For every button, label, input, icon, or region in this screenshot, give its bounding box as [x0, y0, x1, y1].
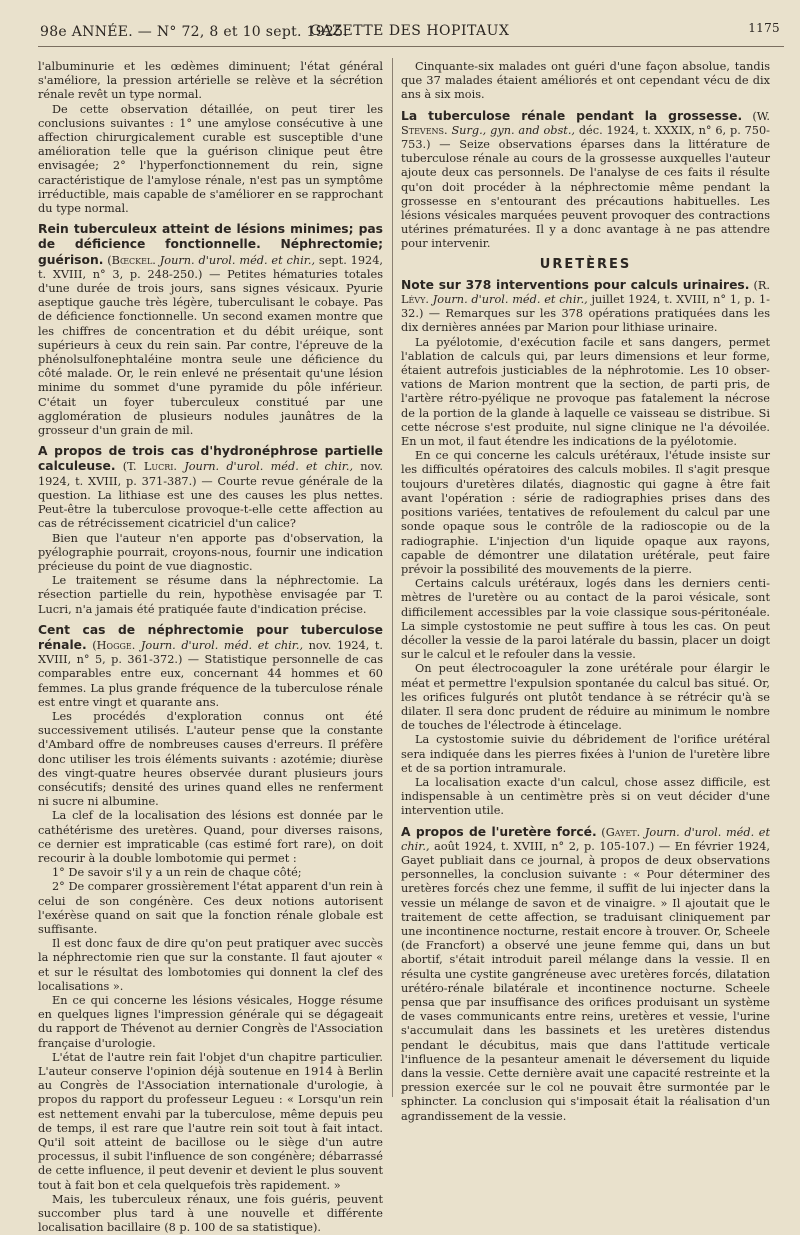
- article-title: Cent cas de néphrectomie pour tuberculose rénale.: [38, 622, 383, 652]
- paragraph: La localisation exacte d'un calcul, chose assez difficile, est indispensable à un centimètre près si on veut décider d'une intervention utile.: [401, 775, 770, 818]
- page-number: 1175: [748, 21, 780, 35]
- paragraph: Bien que l'auteur n'en apporte pas d'observation, la pyélographie pourrait, croyons-nous, fournir une indication précieuse du point de vue diagnostic.: [38, 531, 383, 573]
- article-reference: Journ. d'urol. méd. et chir.,: [432, 293, 588, 307]
- article-author: (Hogge.: [92, 638, 136, 652]
- article-title: Rein tuberculeux atteint de lésions minimes; pas de déficience fonctionnelle. Néphrectomie; guérison.: [38, 222, 383, 267]
- paragraph: Le traitement se résume dans la néphrectomie. La résection partielle du rein, hypothèse envisagée par T. Lucri, n'a jamais été pratiquée faute d'indication précise.: [38, 574, 383, 616]
- article-calculs: [401, 278, 770, 336]
- article-cent-cas: [38, 623, 383, 710]
- paragraph: En ce qui concerne les lésions vésicales, Hogge résume en quelques lignes l'impression générale qui se dégageait du rapport de Thévenot au dernier Congrès de l'Association française d'urologie.: [38, 994, 383, 1050]
- right-column: [401, 60, 771, 1123]
- article-author: (T. Lucri.: [122, 460, 177, 474]
- column-divider: [392, 58, 393, 1097]
- left-column: [38, 60, 383, 1235]
- article-title: A propos de l'uretère forcé.: [401, 824, 597, 839]
- article-grossesse: [401, 109, 770, 252]
- article-author: (W. Stevens.: [401, 109, 771, 137]
- article-title: La tuberculose rénale pendant la grossesse.: [401, 108, 743, 123]
- paragraph: Certains calculs urétéraux, logés dans les derniers centimètres de l'uretère ou au contact de la paroi vésicale, sont difficilement accessibles par la voie classique sous-péritonéale. La simple cystostomie ne peut suffire à tous les cas. On peut décoller la vessie de la paroi latérale du bassin, placer un doigt sur le calcul et le refouler dans la vessie.: [401, 577, 770, 662]
- article-uretere-force: [401, 825, 770, 1124]
- paragraph: 2° De comparer grossièrement l'état apparent d'un rein à celui de son congénère. Ces deux notions autorisent l'exérèse quand on sait que la fonction rénale globale est suffisante.: [38, 880, 383, 936]
- article-author: (Gayet.: [601, 825, 641, 839]
- article-body: nov. 1924, t. XVIII, n° 5, p. 361-372.) — Statistique personnelle de cas comparables entre eux, concernant 44 hommes et 60 femmes. La plus grande fréquence de la tuberculose rénale est entre vingt et quarante ans.: [38, 638, 383, 709]
- paragraph: L'état de l'autre rein fait l'objet d'un chapitre particulier. L'auteur conserve l'opinion déjà soutenue en 1914 à Berlin au Congrès de l'Association internationale d'urologie, à propos du rapport du professeur Legueu : « Lorsqu'un rein est nettement envahi par la tuberculose, même depuis peu de temps, il est rare que l'autre rein soit tout à fait intact. Qu'il soit atteint de bacillose ou le siège d'un autre processus, il subit l'influence de son congénère; débarrassé de cette influence, il peut devenir et devient le plus souvent tout à fait bon et cela quelquefois très rapidement. »: [38, 1050, 383, 1192]
- journal-title: GAZETTE DES HOPITAUX: [310, 23, 510, 39]
- paragraph: De cette observation détaillée, on peut tirer les conclusions suivantes : 1° une amylose consécutive à une affection chirurgicalement curable est susceptible d'une amélioration telle que la guérison clinique peut être envisagée; 2° l'hyperfonctionnement du rein, signe caractéristique de l'amylose rénale, n'est pas un symptôme irréductible, mais capable de s'améliorer en se rapprochant du type normal.: [38, 102, 383, 216]
- article-body: déc. 1924, t. XXXIX, n° 6, p. 750-753.) — Seize observations éparses dans la littérature de tuberculose rénale au cours de la grossesse auxquelles l'auteur ajoute deux cas personnels. De l'analyse de ces faits il résulte qu'on doit procéder à la néphrectomie même pendant la grossesse en s'entourant des précautions habituelles. Les lésions vésicales marquées peuvent provoquer des contractions utérines prématurées. Il y a donc avantage à ne pas attendre pour intervenir.: [401, 123, 770, 251]
- article-rein-tuberculeux: [38, 222, 383, 438]
- article-author: (Bœckel.: [107, 253, 156, 267]
- running-header: [40, 20, 782, 44]
- paragraph: La clef de la localisation des lésions est donnée par le cathétérisme des uretères. Quand, pour diverses raisons, ce dernier est impraticable (cas estimé fort rare), on doit recourir à la double lombotomie qui permet :: [38, 809, 383, 865]
- issue-line: 98e ANNÉE. — N° 72, 8 et 10 sept. 1925.: [40, 24, 349, 40]
- article-title: A propos de trois cas d'hydronéphrose partielle calculeuse.: [38, 444, 383, 474]
- article-body: sept. 1924, t. XVIII, n° 3, p. 248-250.) — Petites hématuries totales d'une durée de trois jours, sans signes vésicaux. Pyurie aseptique gauche très légère, tuberculisant le cobaye. Pas de déficience fonctionnelle. Un second examen montre que les chiffres de concentration et du débit uréique, sont supérieurs à ceux du rein sain. Par contre, l'épreuve de la phénolsulfonephtaléine montra seule une déficience du côté malade. Or, le rein enlevé ne présentait qu'une lésion minime du sommet d'une pyramide du pôle inférieur. C'était un foyer tuberculeux constitué par une agglomération de plusieurs nodules jaunâtres de la grosseur d'un grain de mil.: [38, 253, 383, 438]
- article-reference: Journ. d'urol. méd. et chir.,: [184, 460, 354, 474]
- article-hydronephrose: [38, 444, 383, 531]
- article-reference: Journ. d'urol. méd. et chir.,: [159, 253, 316, 267]
- section-heading: URETÈRES: [539, 256, 632, 272]
- paragraph: Mais, les tuberculeux rénaux, une fois guéris, peuvent succomber plus tard à une nouvelle et différente localisation bacillaire (8 p. 100 de sa statistique).: [38, 1192, 383, 1235]
- paragraph: 1° De savoir s'il y a un rein de chaque côté;: [52, 866, 302, 880]
- header-rule: [38, 46, 784, 47]
- article-body: juillet 1924, t. XVIII, n° 1, p. 1-32.) — Remarques sur les 378 opérations pratiquées dans les dix dernières années par Marion pour lithiase urinaire.: [401, 293, 770, 335]
- article-reference: Surg., gyn. and obst.,: [451, 123, 575, 137]
- article-reference: Journ. d'urol. méd. et chir.,: [401, 825, 771, 853]
- article-author: (R. Lévy.: [401, 278, 771, 307]
- paragraph: Cinquante-six malades ont guéri d'une façon absolue, tandis que 37 malades étaient améliorés et ont cependant vécu de dix ans à six mois.: [401, 60, 770, 102]
- paragraph: l'albuminurie et les œdèmes diminuent; l'état général s'améliore, la pression artérielle se relève et la sécrétion rénale revêt un type normal.: [38, 60, 383, 102]
- paragraph: Les procédés d'exploration connus ont été successivement utilisés. L'auteur pense que la constante d'Ambard offre de nombreuses causes d'erreurs. Il préfère donc utiliser les trois éléments suivants : azotémie; diurèse des vingt-quatre heures observée durant plusieurs jours consécutifs; densité des urines quand elles ne renferment ni sucre ni albumine.: [38, 709, 383, 809]
- paragraph: En ce qui concerne les calculs urétéraux, l'étude insiste sur les difficultés opératoires des calculs mobiles. Il s'agit presque toujours d'uretères dilatés, diagnostic qui gagne à être fait avant l'opération : série de radiographies prises dans des positions variées, tentatives de refoulement du calcul par une sonde opaque sous le contrôle de la radioscopie ou de la radiographie. L'injection d'un liquide opaque aux rayons, capable de démontrer une dilatation urétérale, peut faire prévoir la possibilité des mouvements de la pierre.: [401, 449, 770, 576]
- article-reference: Journ. d'urol. méd. et chir.,: [140, 638, 304, 652]
- article-body: nov. 1924, t. XVIII, p. 371-387.) — Courte revue générale de la question. La lithiase est une des causes les plus nettes. Peut-être la tuberculose provoque-t-elle cette affection au cas de rétrécissement cicatriciel d'un calice?: [38, 460, 383, 531]
- paragraph: Il est donc faux de dire qu'on peut pratiquer avec succès la néphrectomie rien que sur la constante. Il faut ajouter « et sur le résultat des lombotomies qui donnent la clef des localisations ».: [38, 937, 383, 993]
- paragraph: La cystostomie suivie du débridement de l'orifice urétéral sera indiquée dans les pierres fixées à l'union de l'uretère libre et de sa portion intramurale.: [401, 733, 770, 775]
- article-body: août 1924, t. XVIII, n° 2, p. 105-107.) — En février 1924, Gayet publiait dans ce journal, à propos de deux observations personnelles, la conclusion suivante : « Pour déterminer des uretères forcés chez une femme, il suffit de lui injecter dans la vessie un mélange de savon et de vinaigre. » Il ajoutait que le traitement de cette affection, se traduisant cliniquement par une incontinence nocturne, restait encore à trouver. Or, Scheele (de Francfort) a observé une jeune femme qui, dans un but abortif, s'était introduit pareil mélange dans la vessie. Il en résulta une cystite gangréneuse avec uretères forcés, dilatation urétéro-rénale bilatérale et incontinence nocturne. Scheele pensa que par insuffisance des orifices produisant un système de vases communicants entre reins, uretères et vessie, l'urine s'accumulait dans les bassinets et les uretères distendus pendant le décubitus, mais que dans l'attitude verticale l'influence de la pesanteur amenait le déversement du liquide dans la vessie. Cette dernière avait une capacité restreinte et la pression exercée sur le col ne pouvait être surmontée par le sphincter. La conclusion qui s'imposait était la réalisation d'un agrandissement de la vessie.: [401, 839, 770, 1123]
- paragraph: La pyélotomie, d'exécution facile et sans dangers, permet l'ablation de calculs qui, par leurs dimensions et leur forme, étaient autrefois justiciables de la néphrotomie. Les 10 observations de Marion montrent que la section, de parti pris, de l'artère rétro-pyélique ne provoque pas fatalement la nécrose de la portion de la glande à laquelle ce vaisseau se distribue. Si cette nécrose s'est produite, nul signe clinique ne l'a dévoilée. En un mot, il faut étendre les indications de la pyélotomie.: [401, 335, 770, 449]
- paragraph: On peut électrocoaguler la zone urétérale pour élargir le méat et permettre l'expulsion spontanée du calcul bas situé. Or, les orifices fulgurés ont plutôt tendance à se rétrécir qu'à se dilater. Il sera donc prudent de réduire au minimum le nombre de touches de l'électrode à étincelage.: [401, 662, 770, 733]
- article-title: Note sur 378 interventions pour calculs urinaires.: [401, 277, 750, 292]
